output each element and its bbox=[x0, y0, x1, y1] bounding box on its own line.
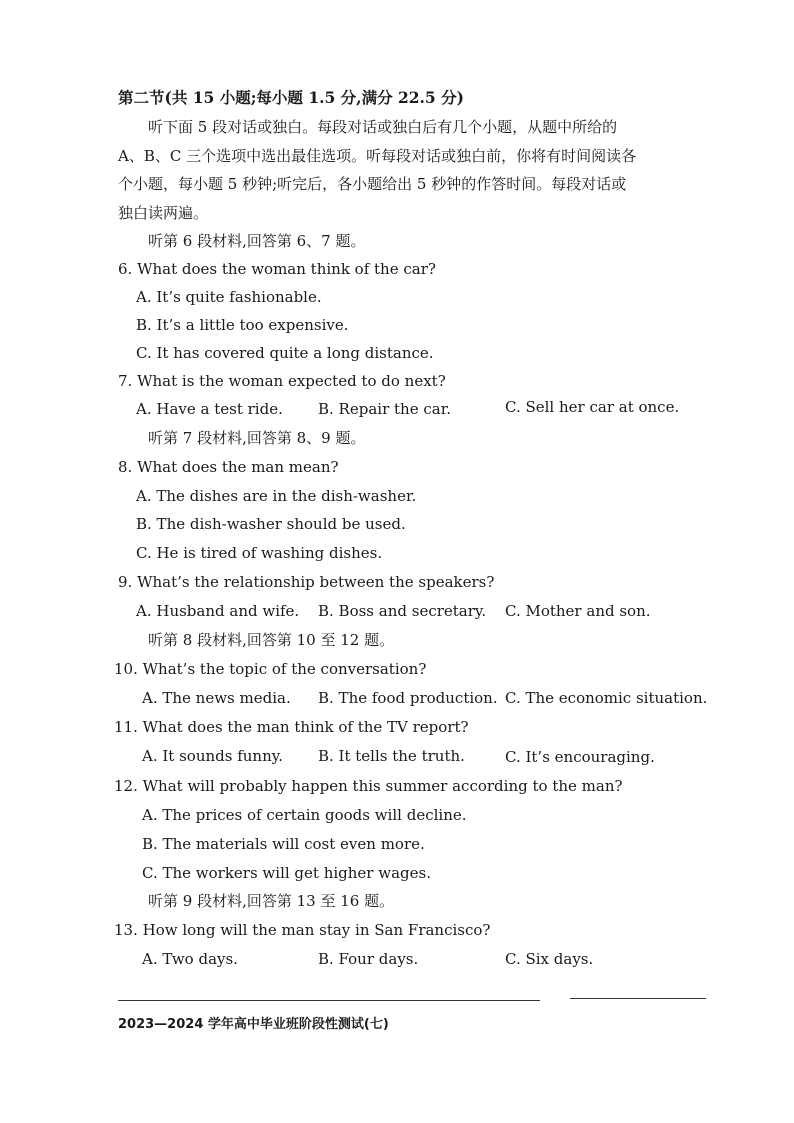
question-8-option-b: B. The dish-washer should be used. bbox=[136, 515, 406, 533]
question-8-option-c: C. He is tired of washing dishes. bbox=[136, 544, 383, 562]
instruction-line-3: 个小题，每小题 5 秒钟;听完后，各小题给出 5 秒钟的作答时间。每段对话或 bbox=[118, 175, 627, 193]
group-intro-6: 听第 6 段材料,回答第 6、7 题。 bbox=[148, 232, 366, 250]
question-11-option-a: A. It sounds funny. bbox=[142, 747, 283, 765]
question-6-stem: 6. What does the woman think of the car? bbox=[118, 260, 436, 278]
question-9-option-a: A. Husband and wife. bbox=[136, 602, 300, 620]
question-10-option-a: A. The news media. bbox=[142, 689, 291, 707]
question-6-option-b: B. It’s a little too expensive. bbox=[136, 316, 349, 334]
question-12-option-a: A. The prices of certain goods will decline. bbox=[142, 806, 467, 824]
question-13-option-b: B. Four days. bbox=[318, 950, 419, 968]
question-10-option-b: B. The food production. bbox=[318, 689, 498, 707]
question-11-stem: 11. What does the man think of the TV report? bbox=[114, 718, 469, 736]
footer-rule-left bbox=[118, 1000, 540, 1001]
question-6-option-c: C. It has covered quite a long distance. bbox=[136, 344, 434, 362]
question-12-option-b: B. The materials will cost even more. bbox=[142, 835, 425, 853]
question-9-option-b: B. Boss and secretary. bbox=[318, 602, 487, 620]
question-12-option-c: C. The workers will get higher wages. bbox=[142, 864, 431, 882]
group-intro-7: 听第 7 段材料,回答第 8、9 题。 bbox=[148, 429, 366, 447]
section-title: 第二节(共 15 小题;每小题 1.5 分,满分 22.5 分) bbox=[118, 88, 464, 107]
question-13-option-a: A. Two days. bbox=[142, 950, 238, 968]
question-8-option-a: A. The dishes are in the dish-washer. bbox=[136, 487, 417, 505]
instruction-line-1: 听下面 5 段对话或独白。每段对话或独白后有几个小题，从题中所给的 bbox=[148, 118, 618, 136]
question-6-option-a: A. It’s quite fashionable. bbox=[136, 288, 322, 306]
footer-exam-title: 2023—2024 学年高中毕业班阶段性测试(七) bbox=[118, 1017, 389, 1032]
question-13-option-c: C. Six days. bbox=[505, 950, 594, 968]
instruction-line-2: A、B、C 三个选项中选出最佳选项。听每段对话或独白前，你将有时间阅读各 bbox=[118, 147, 637, 165]
question-7-option-b: B. Repair the car. bbox=[318, 400, 451, 418]
question-12-stem: 12. What will probably happen this summer according to the man? bbox=[114, 777, 623, 795]
group-intro-9: 听第 9 段材料,回答第 13 至 16 题。 bbox=[148, 892, 395, 910]
question-11-option-c: C. It’s encouraging. bbox=[505, 748, 655, 766]
question-7-option-c: C. Sell her car at once. bbox=[505, 398, 680, 416]
question-13-stem: 13. How long will the man stay in San Francisco? bbox=[114, 921, 491, 939]
question-10-stem: 10. What’s the topic of the conversation? bbox=[114, 660, 427, 678]
footer-rule-right bbox=[570, 998, 706, 999]
question-7-stem: 7. What is the woman expected to do next? bbox=[118, 372, 446, 390]
instruction-line-4: 独白读两遍。 bbox=[118, 204, 209, 222]
question-7-option-a: A. Have a test ride. bbox=[136, 400, 283, 418]
question-10-option-c: C. The economic situation. bbox=[505, 689, 708, 707]
question-9-option-c: C. Mother and son. bbox=[505, 602, 651, 620]
group-intro-8: 听第 8 段材料,回答第 10 至 12 题。 bbox=[148, 631, 395, 649]
question-8-stem: 8. What does the man mean? bbox=[118, 458, 339, 476]
question-9-stem: 9. What’s the relationship between the speakers? bbox=[118, 573, 495, 591]
question-11-option-b: B. It tells the truth. bbox=[318, 747, 465, 765]
